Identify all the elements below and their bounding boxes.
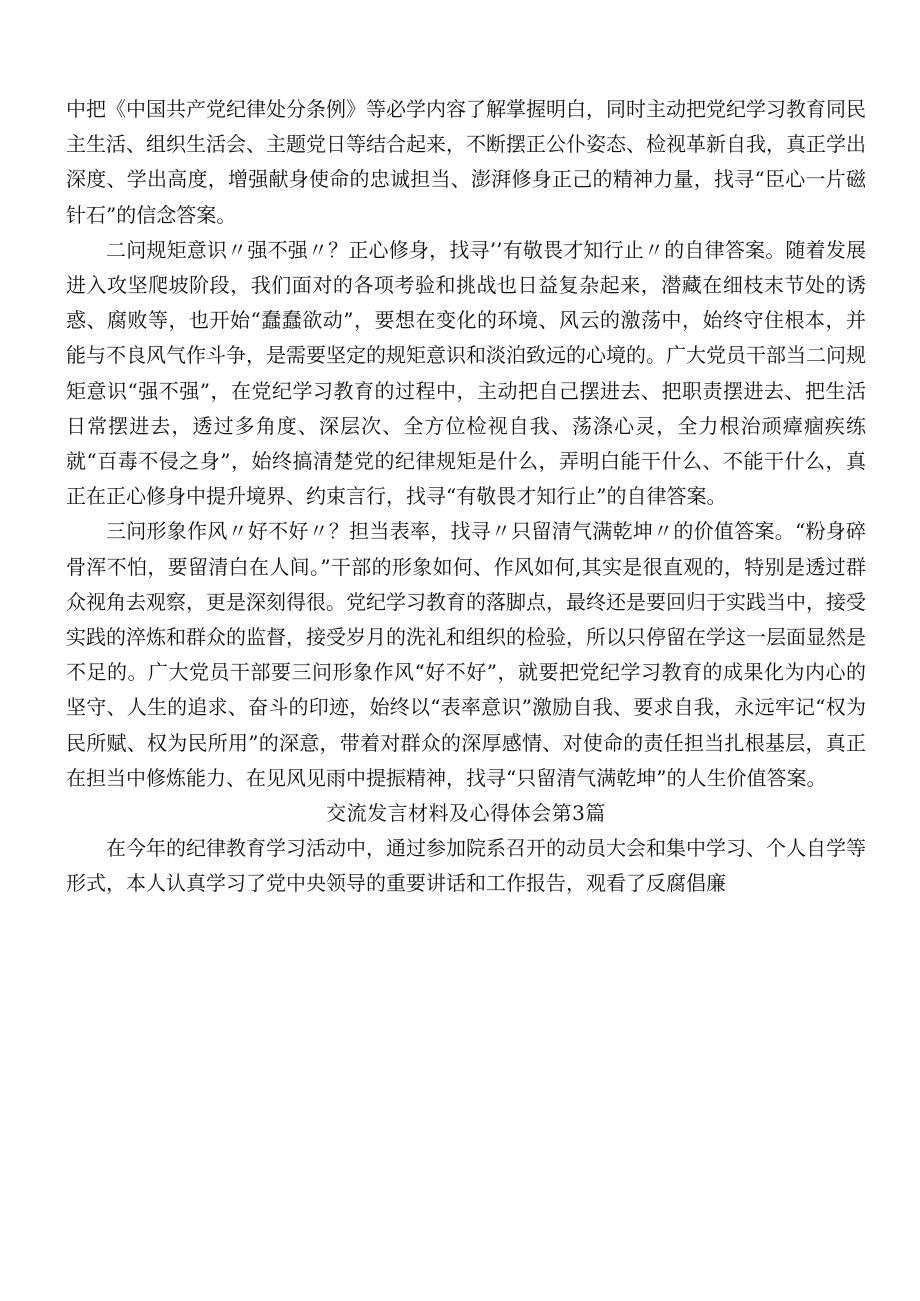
paragraph-image-style: 三问形象作风〃好不好〃？担当表率，找寻〃只留清气满乾坤〃的价值答案。“粉身碎骨浑不怕，要留清白在人间。”干部的形象如何、作风如何,其实是很直观的，特别是透过群众视角去观察，更是深刻得很。党纪学习教育的落脚点，最终还是要回归于实践当中，接受实践的淬炼和群众的监督，接受岁月的洗礼和组织的检验，所以只停留在学这一层面显然是不足的。广大党员干部要三问形象作风“好不好”，就要把党纪学习教育的成果化为内心的坚守、人生的追求、奋斗的印迹，始终以“表率意识”激励自我、要求自我，永远牢记“权为民所赋、权为民所用”的深意，带着对群众的深厚感情、对使命的责任担当扎根基层，真正在担当中修炼能力、在见风见雨中提振精神，找寻“只留清气满乾坤”的人生价值答案。 [66,519,866,790]
section-title: 交流发言材料及心得体会第3篇 [326,801,606,826]
paragraph-section-3-start: 在今年的纪律教育学习活动中，通过参加院系召开的动员大会和集中学习、个人自学等形式，本人认真学习了党中央领导的重要讲话和工作报告，观看了反腐倡廉 [66,836,866,896]
paragraph-rules-awareness: 二问规矩意识〃强不强〃？正心修身，找寻’’有敬畏才知行止〃的自律答案。随着发展进入攻坚爬坡阶段，我们面对的各项考验和挑战也日益复杂起来，潜藏在细枝末节处的诱惑、腐败等，也开始“蠢蠢欲动”，要想在变化的环境、风云的激荡中，始终守住根本，并能与不良风气作斗争，是需要坚定的规矩意识和淡泊致远的心境的。广大党员干部当二问规矩意识“强不强”，在党纪学习教育的过程中，主动把自己摆进去、把职责摆进去、把生活日常摆进去，透过多角度、深层次、全方位检视自我、荡涤心灵，全力根治顽瘴痼疾练就“百毒不侵之身”，始终搞清楚党的纪律规矩是什么，弄明白能干什么、不能干什么，真正在正心修身中提升境界、约束言行，找寻“有敬畏才知行止”的自律答案。 [66,237,866,509]
paragraph-continuation: 中把《中国共产党纪律处分条例》等必学内容了解掌握明白，同时主动把党纪学习教育同民主生活、组织生活会、主题党日等结合起来，不断摆正公仆姿态、检视革新自我，真正学出深度、学出高度，增强献身使命的忠诚担当、澎湃修身正己的精神力量，找寻“臣心一片磁针石”的信念答案。 [66,97,866,227]
document-page [66,92,866,902]
